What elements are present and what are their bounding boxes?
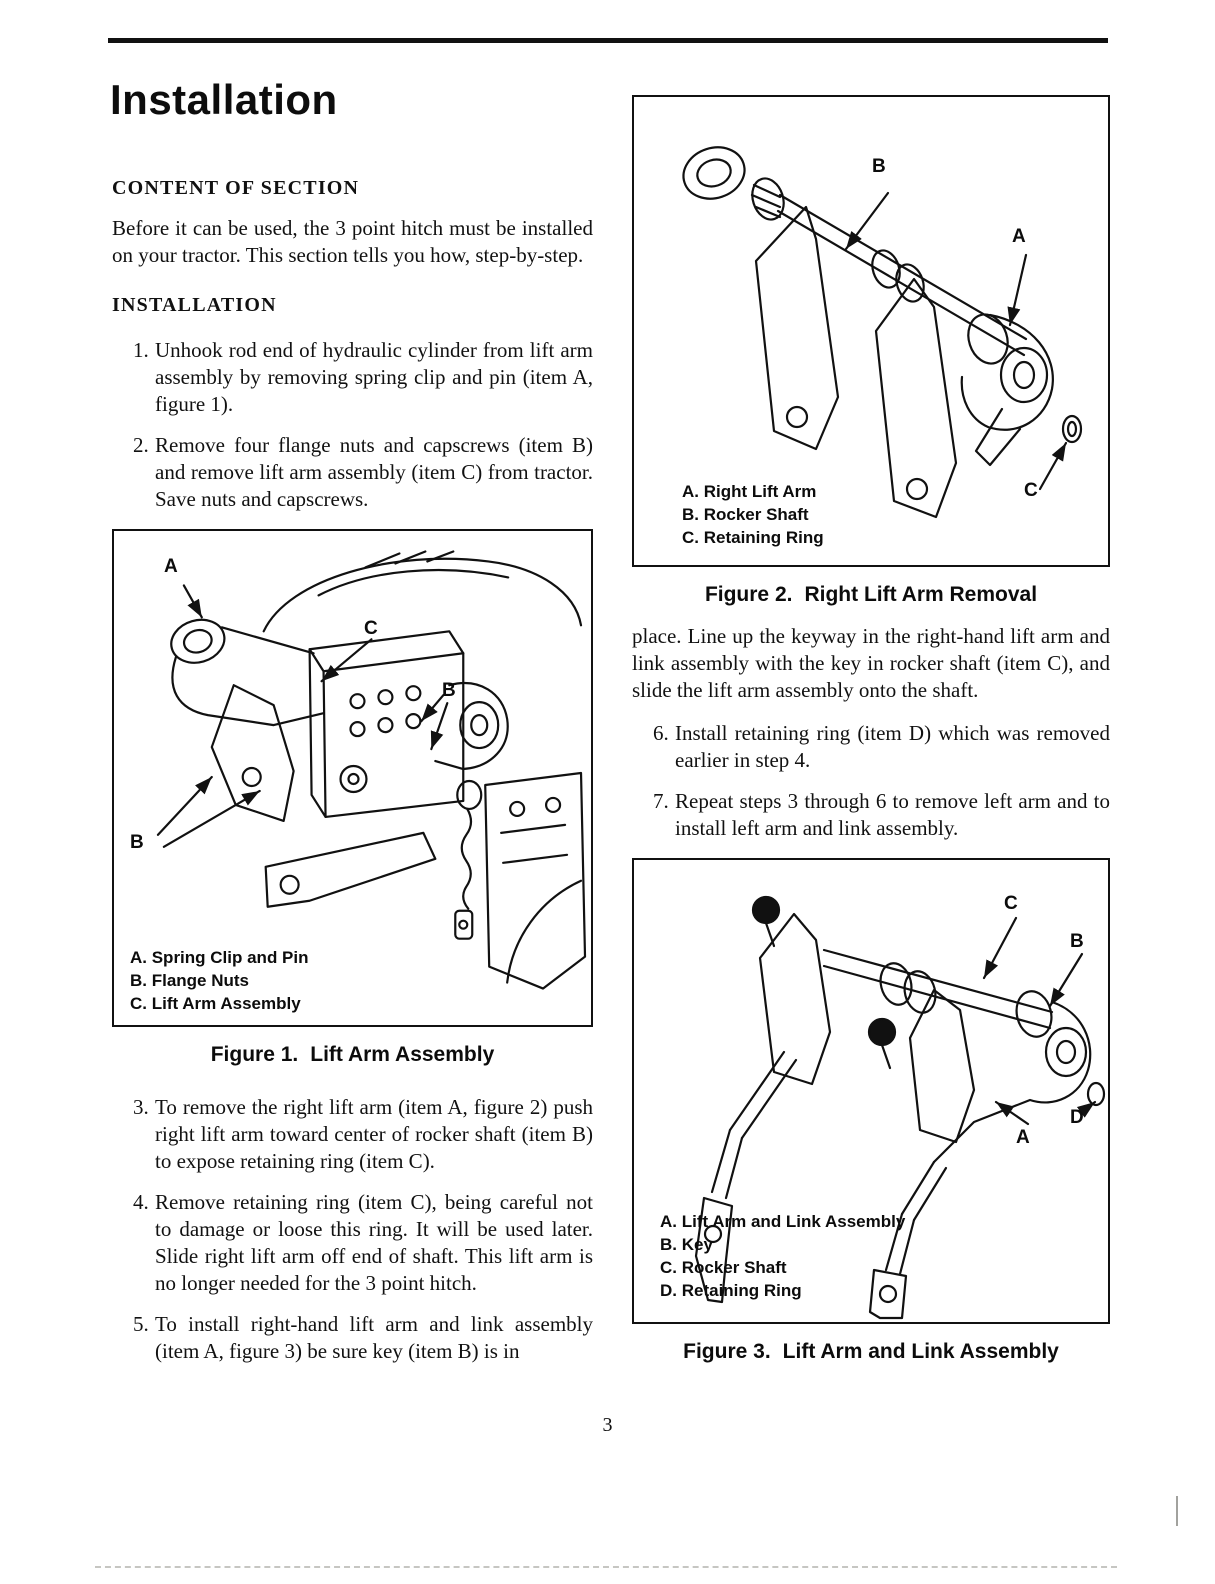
step-item [112,1189,593,1297]
figure2-caption [632,581,1110,608]
figure-legend-line: C. Lift Arm Assembly [130,994,301,1013]
figure-caption-title: Lift Arm and Link Assembly [782,1340,1059,1363]
right-column [632,95,1110,1365]
figure-callout: A [1012,226,1026,247]
step-text: Unhook rod end of hydraulic cylinder from lift arm assembly by removing spring clip and pin (item A, figure 1). [155,338,593,416]
step-number: 2. [133,433,149,457]
figure-callout: C [1024,480,1038,501]
figure-callout: B [872,156,886,177]
figure3-caption [632,1338,1110,1365]
step-text: Install retaining ring (item D) which was removed earlier in step 4. [675,721,1110,772]
figure-callout: A [164,556,178,577]
step-item [112,1094,593,1175]
content-heading: CONTENT OF SECTION [112,177,360,199]
figure-caption-title: Right Lift Arm Removal [804,583,1038,606]
step-item [112,1311,593,1365]
step-item [632,788,1110,842]
page-number: 3 [602,1414,613,1436]
figure-legend-line: A. Spring Clip and Pin [130,948,309,967]
step-item [112,432,593,513]
figure-caption-label: Figure 2. [704,583,793,606]
step-text: To install right-hand lift arm and link assembly (item A, figure 3) be sure key (item B) is in [155,1312,593,1363]
steps-1-2 [112,337,593,513]
figure-legend-line: C. Rocker Shaft [660,1258,787,1277]
top-rule [108,38,1108,43]
step-number: 3. [133,1095,149,1119]
figure3-legend [660,1210,905,1302]
figure-callout: B [130,832,144,853]
step-text: To remove the right lift arm (item A, figure 2) push right lift arm toward center of rocker shaft (item B) to expose retaining ring (item C). [155,1095,593,1173]
installation-heading: INSTALLATION [112,294,277,316]
step-number: 7. [653,789,669,813]
figure-legend-line: C. Retaining Ring [682,528,824,547]
figure-caption-label: Figure 1. [210,1043,299,1066]
figure-legend-line: A. Right Lift Arm [682,482,817,501]
figure-legend-line: B. Flange Nuts [130,971,250,990]
figure-callout: A [1016,1127,1030,1148]
figure-callout: C [1004,893,1018,914]
figure1-box [112,529,593,1027]
step-number: 4. [133,1190,149,1214]
step-number: 6. [653,721,669,745]
figure-callout: B [442,680,456,701]
figure-callout: B [1070,931,1084,952]
scan-artifact [95,1566,1117,1568]
left-column [112,176,593,1379]
figure1-caption [112,1041,593,1068]
continuation-paragraph: place. Line up the keyway in the right-hand lift arm and link assembly with the key in rocker shaft (item C), and slide the lift arm assembly onto the shaft. [632,624,1110,702]
figure-legend-line: B. Key [660,1235,713,1254]
step-item [632,720,1110,774]
step-number: 5. [133,1312,149,1336]
step-text: Remove four flange nuts and capscrews (item B) and remove lift arm assembly (item C) from tractor. Save nuts and capscrews. [155,433,593,511]
steps-6-7 [632,720,1110,842]
figure2-box [632,95,1110,567]
figure3-box [632,858,1110,1324]
scan-artifact [1176,1496,1178,1526]
figure-legend-line: A. Lift Arm and Link Assembly [660,1212,906,1231]
step-number: 1. [133,338,149,362]
figure-legend-line: D. Retaining Ring [660,1281,802,1300]
figure-callout: D [1070,1107,1084,1128]
step-item [112,337,593,418]
step-text: Repeat steps 3 through 6 to remove left arm and to install left arm and link assembly. [675,789,1110,840]
figure-caption-title: Lift Arm Assembly [310,1043,495,1066]
intro-paragraph: Before it can be used, the 3 point hitch must be installed on your tractor. This section tells you how, step-by-step. [112,216,593,267]
steps-3-5 [112,1094,593,1365]
figure2-legend [682,480,824,549]
figure-caption-label: Figure 3. [683,1340,771,1363]
figure-legend-line: B. Rocker Shaft [682,505,809,524]
step-text: Remove retaining ring (item C), being careful not to damage or loose this ring. It will be used later. Slide right lift arm off end of shaft. This lift arm is no longer needed for the 3 point hitch. [155,1190,593,1295]
page-title: Installation [110,76,338,123]
figure-callout: C [364,618,378,639]
figure1-legend [130,946,309,1015]
